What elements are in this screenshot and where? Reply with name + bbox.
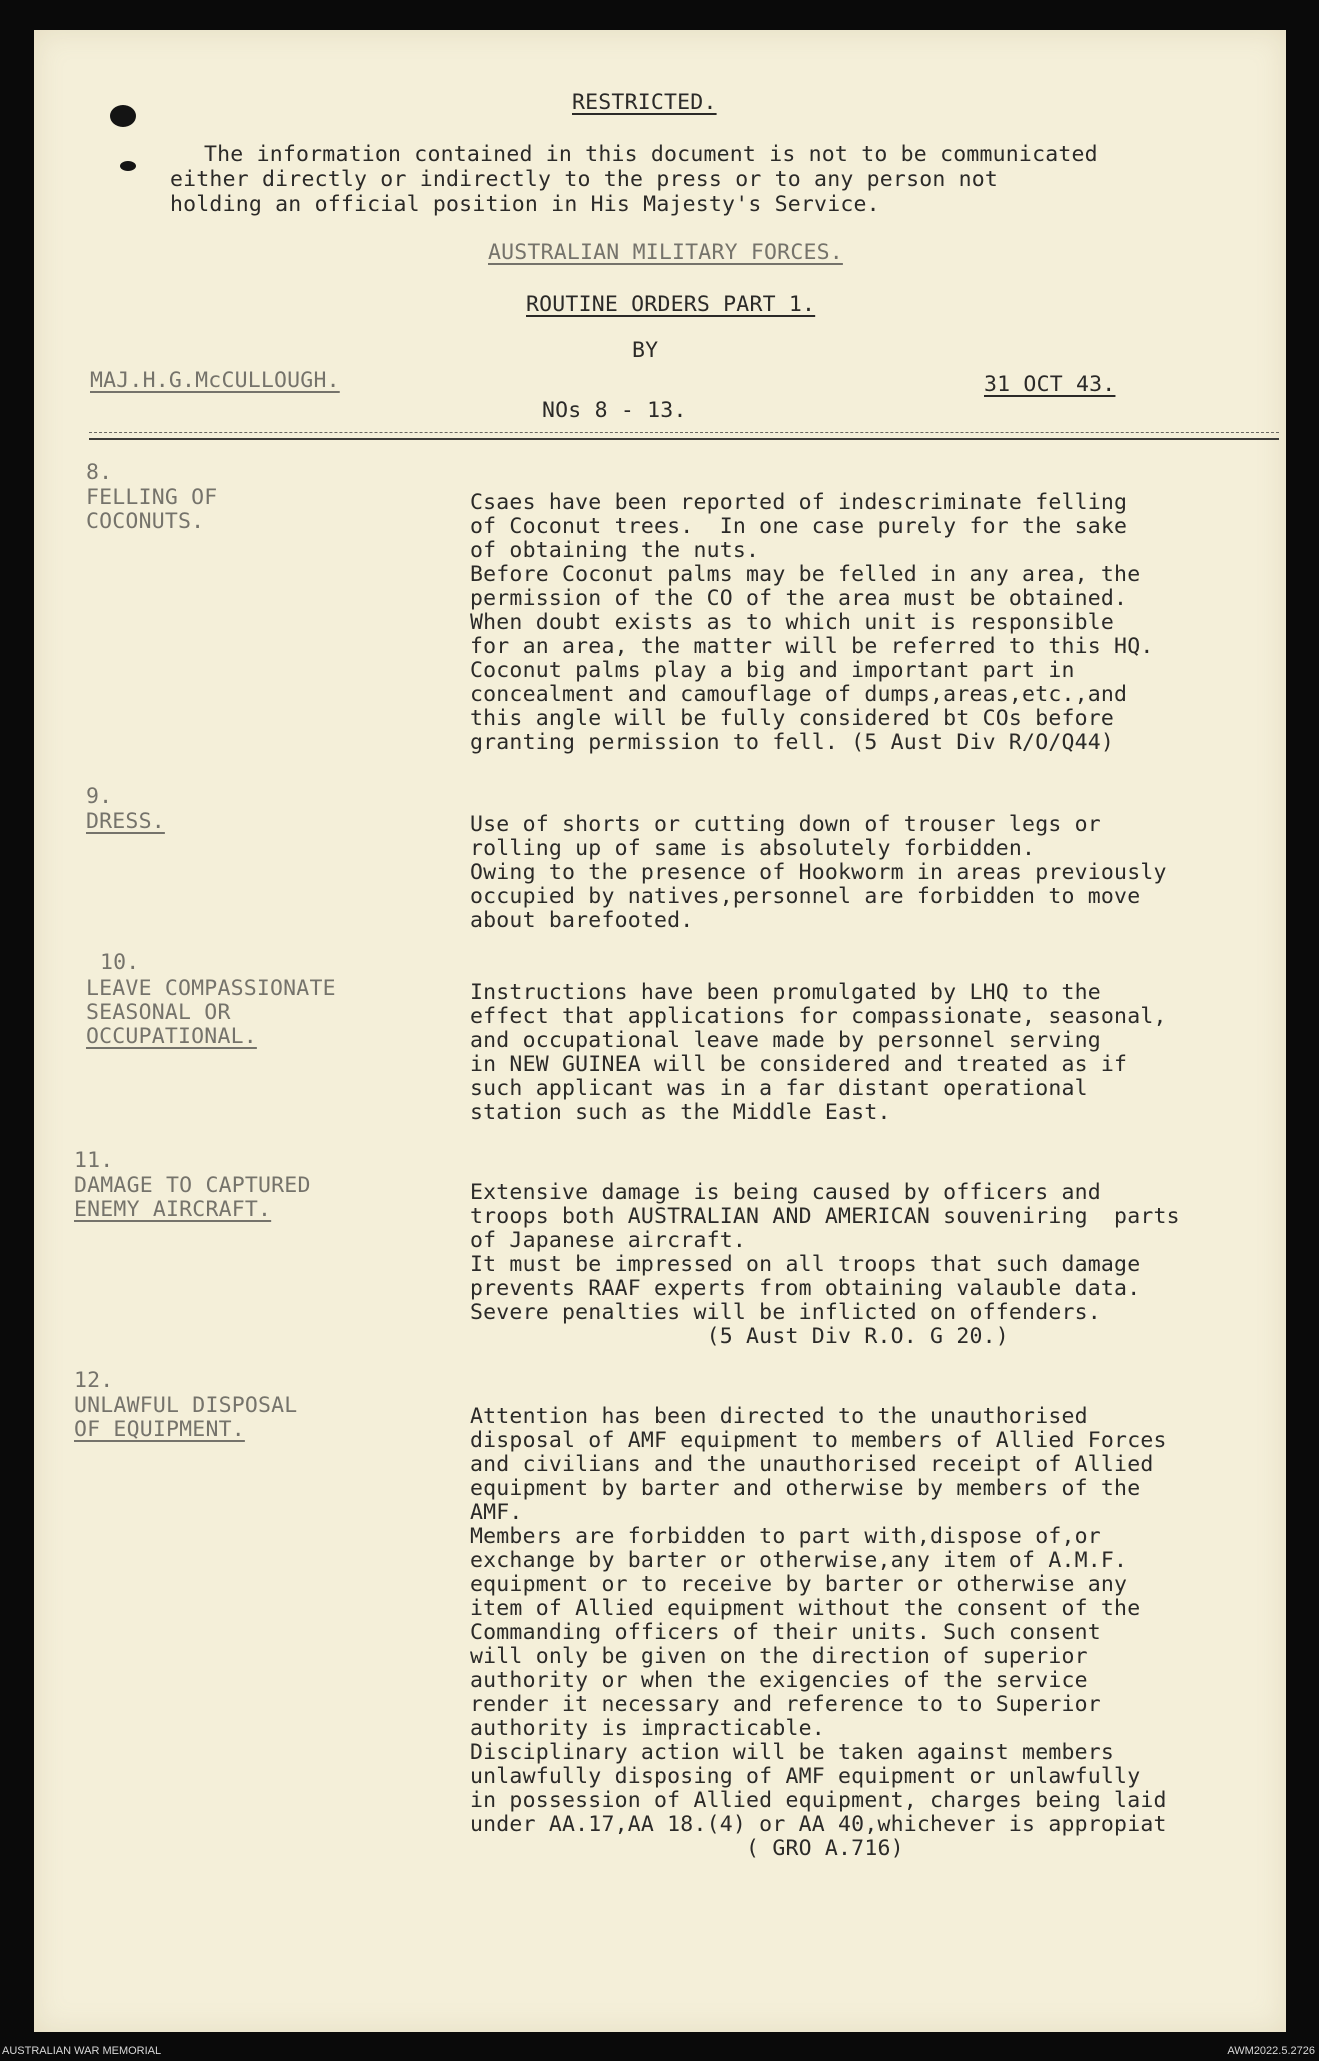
order-body-line: rolling up of same is absolutely forbidden. [470,836,1036,861]
order-body-line: authority or when the exigencies of the service [470,1668,1088,1693]
order-body-line: render it necessary and reference to to Superior [470,1692,1101,1717]
order-body-line: unlawfully disposing of AMF equipment or unlawfully [470,1764,1141,1789]
order-body-line: Commanding officers of their units. Such consent [470,1620,1101,1645]
order-number: 12. [74,1368,114,1393]
order-body-line: equipment by barter and otherwise by members of the [470,1476,1141,1501]
order-body-line: about barefooted. [470,908,694,933]
order-body-line: and civilians and the unauthorised receipt of Allied [470,1452,1154,1477]
footer-credit: AUSTRALIAN WAR MEMORIAL [2,2045,162,2057]
order-heading-line: SEASONAL OR [86,1000,231,1025]
order-body-line: will only be given on the direction of superior [470,1644,1088,1669]
punch-hole-bottom [120,161,136,171]
order-body-line: It must be impressed on all troops that such damage [470,1252,1141,1277]
order-body-line: Before Coconut palms may be felled in any area, the [470,562,1141,587]
order-body-line: Attention has been directed to the unauthorised [470,1404,1088,1429]
order-heading-line: LEAVE COMPASSIONATE [86,976,336,1001]
order-body-line: under AA.17,AA 18.(4) or AA 40,whichever is appropiat [470,1812,1167,1837]
classification-marking: RESTRICTED. [572,90,717,115]
order-body-line: in NEW GUINEA will be considered and treated as if [470,1052,1128,1077]
order-heading-line: COCONUTS. [86,509,205,534]
order-body-line: in possession of Allied equipment, charges being laid [470,1788,1167,1813]
order-body-line: Severe penalties will be inflicted on offenders. [470,1300,1101,1325]
order-heading-line: UNLAWFUL DISPOSAL [74,1393,298,1418]
order-body-line: prevents RAAF experts from obtaining valauble data. [470,1276,1141,1301]
order-body-line: of Coconut trees. In one case purely for the sake [470,514,1128,539]
order-body-line: station such as the Middle East. [470,1100,891,1125]
order-body-line: Members are forbidden to part with,dispose of,or [470,1524,1101,1549]
order-body-line: concealment and camouflage of dumps,areas,etc.,and [470,682,1128,707]
order-body-line: Coconut palms play a big and important part in [470,658,1075,683]
order-body-line: AMF. [470,1500,523,1525]
document-page [34,30,1286,2032]
order-number: 8. [86,460,113,485]
order-body-line: item of Allied equipment without the consent of the [470,1596,1141,1621]
order-body-line: granting permission to fell. (5 Aust Div R/O/Q44) [470,730,1115,755]
warning-line-2: either directly or indirectly to the press or to any person not [170,167,999,192]
header-divider-secondary [89,432,1279,433]
order-body-line: Disciplinary action will be taken against members [470,1740,1115,1765]
order-body-line: this angle will be fully considered bt COs before [470,706,1115,731]
order-body-line: Instructions have been promulgated by LHQ to the [470,980,1101,1005]
by-label: BY [632,338,659,363]
header-divider [89,438,1279,440]
order-body-line: Csaes have been reported of indescriminate felling [470,490,1128,515]
punch-hole-top [110,105,136,127]
order-heading-line: DAMAGE TO CAPTURED [74,1173,311,1198]
order-body-line: of Japanese aircraft. [470,1228,747,1253]
order-number: 11. [74,1148,114,1173]
footer-accession-number: AWM2022.5.2726 [1227,2045,1315,2057]
warning-line-3: holding an official position in His Majesty's Service. [170,192,880,217]
order-body-line: for an area, the matter will be referred to this HQ. [470,634,1154,659]
order-number: 10. [100,950,140,975]
organisation-title: AUSTRALIAN MILITARY FORCES. [488,240,843,265]
order-body-line: occupied by natives,personnel are forbidden to move [470,884,1141,909]
order-body-line: authority is impracticable. [470,1716,825,1741]
order-heading-line: DRESS. [86,809,165,834]
issuing-officer: MAJ.H.G.McCULLOUGH. [90,368,340,393]
order-body-line: ( GRO A.716) [470,1836,904,1861]
order-number: 9. [86,784,113,809]
order-body-line: Owing to the presence of Hookworm in areas previously [470,860,1167,885]
order-body-line: permission of the CO of the area must be obtained. [470,586,1128,611]
order-body-line: such applicant was in a far distant operational [470,1076,1088,1101]
order-body-line: disposal of AMF equipment to members of Allied Forces [470,1428,1167,1453]
order-body-line: Use of shorts or cutting down of trouser legs or [470,812,1101,837]
order-body-line: and occupational leave made by personnel serving [470,1028,1101,1053]
order-body-line: troops both AUSTRALIAN AND AMERICAN souveniring parts [470,1204,1180,1229]
order-heading-line: ENEMY AIRCRAFT. [74,1197,272,1222]
order-body-line: equipment or to receive by barter or otherwise any [470,1572,1128,1597]
order-heading-line: FELLING OF [86,485,218,510]
order-body-line: When doubt exists as to which unit is responsible [470,610,1115,635]
order-heading-line: OCCUPATIONAL. [86,1024,257,1049]
order-body-line: effect that applications for compassionate, seasonal, [470,1004,1167,1029]
order-body-line: (5 Aust Div R.O. G 20.) [470,1324,1009,1349]
order-body-line: exchange by barter or otherwise,any item of A.M.F. [470,1548,1128,1573]
order-body-line: Extensive damage is being caused by officers and [470,1180,1101,1205]
orders-title: ROUTINE ORDERS PART 1. [526,292,816,317]
order-heading-line: OF EQUIPMENT. [74,1417,245,1442]
warning-line-1: The information contained in this document is not to be communicated [204,142,1098,167]
order-numbers: NOs 8 - 13. [542,398,687,423]
issue-date: 31 OCT 43. [984,372,1116,397]
order-body-line: of obtaining the nuts. [470,538,760,563]
